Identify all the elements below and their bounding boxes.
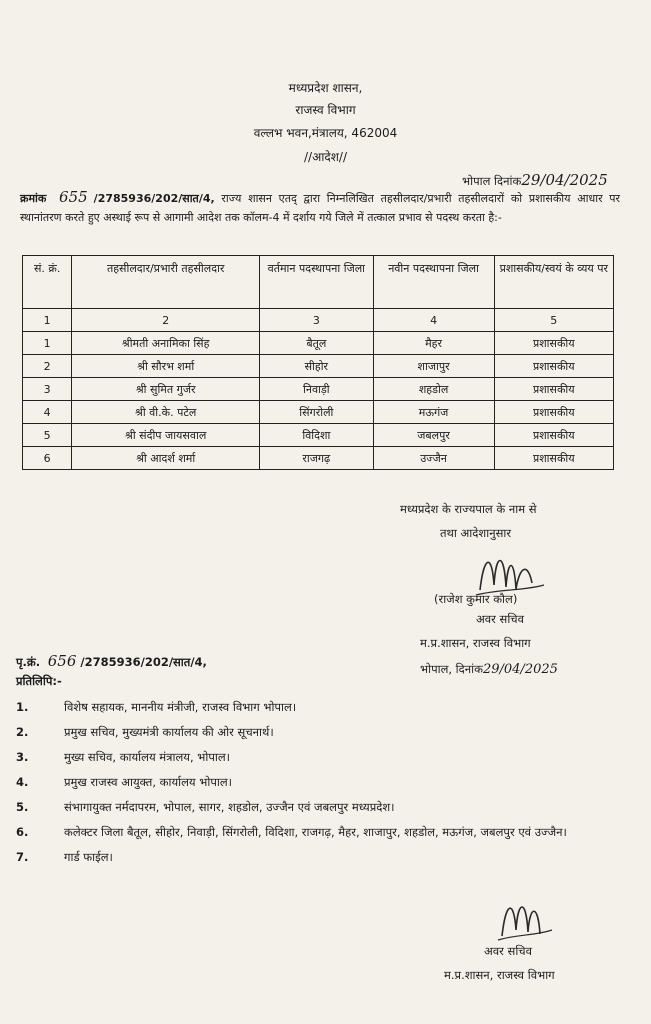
list-item xyxy=(16,822,626,842)
header-current-district: वर्तमान पदस्थापना जिला xyxy=(260,256,373,309)
cell-current-district: निवाड़ी xyxy=(260,378,373,401)
cell-sr-no: 5 xyxy=(23,424,72,447)
signoff-place-date-label: भोपाल, दिनांक xyxy=(420,662,483,676)
list-item xyxy=(16,747,626,767)
signature-2 xyxy=(494,892,558,948)
cell-name: श्री सुमित गुर्जर xyxy=(72,378,260,401)
list-item xyxy=(16,797,626,817)
header-line-3: वल्लभ भवन,मंत्रालय, 462004 xyxy=(253,126,398,140)
cell-basis: प्रशासकीय xyxy=(494,355,613,378)
col-number: 5 xyxy=(494,309,613,332)
cell-name: श्रीमती अनामिका सिंह xyxy=(72,332,260,355)
cell-basis: प्रशासकीय xyxy=(494,447,613,470)
list-item-text: कलेक्टर जिला बैतूल, सीहोर, निवाड़ी, सिंगरोली, विदिशा, राजगढ़, मैहर, शाजापुर, शहडोल, मऊगंज, जबलपुर एवं उज्जैन। xyxy=(64,825,567,839)
list-item-number: 2. xyxy=(16,725,29,739)
cell-basis: प्रशासकीय xyxy=(494,332,613,355)
list-item-number: 3. xyxy=(16,750,29,764)
cell-name: श्री आदर्श शर्मा xyxy=(72,447,260,470)
footer-dept: म.प्र.शासन, राजस्व विभाग xyxy=(444,968,555,982)
cell-sr-no: 6 xyxy=(23,447,72,470)
endorsement-number-value: 656 xyxy=(47,652,77,670)
table-row xyxy=(23,378,614,401)
cell-name: श्री सौरभ शर्मा xyxy=(72,355,260,378)
table-row xyxy=(23,401,614,424)
cell-sr-no: 4 xyxy=(23,401,72,424)
order-number-suffix: /2785936/202/सात/4, xyxy=(93,192,215,205)
cell-current-district: बैतूल xyxy=(260,332,373,355)
table-row xyxy=(23,332,614,355)
table-row xyxy=(23,447,614,470)
header-line-1: मध्यप्रदेश शासन, xyxy=(288,81,363,95)
list-item-text: मुख्य सचिव, कार्यालय मंत्रालय, भोपाल। xyxy=(64,750,230,764)
table-row xyxy=(23,424,614,447)
order-number-label: क्रमांक xyxy=(20,192,47,205)
list-item-number: 5. xyxy=(16,800,29,814)
cell-basis: प्रशासकीय xyxy=(494,378,613,401)
cell-current-district: सिंगरोली xyxy=(260,401,373,424)
cell-current-district: विदिशा xyxy=(260,424,373,447)
cell-new-district: मैहर xyxy=(373,332,494,355)
signoff-place-date-value: 29/04/2025 xyxy=(482,662,558,677)
list-item-text: संभागायुक्त नर्मदापरम, भोपाल, सागर, शहडोल, उज्जैन एवं जबलपुर मध्यप्रदेश। xyxy=(64,800,395,814)
cell-basis: प्रशासकीय xyxy=(494,401,613,424)
signoff-line-2: तथा आदेशानुसार xyxy=(440,526,512,540)
signoff-dept: म.प्र.शासन, राजस्व विभाग xyxy=(420,636,531,650)
list-item-text: प्रमुख सचिव, मुख्यमंत्री कार्यालय की ओर सूचनार्थ। xyxy=(64,725,274,739)
list-item xyxy=(16,697,626,717)
header-name: तहसीलदार/प्रभारी तहसीलदार xyxy=(72,256,260,309)
signoff-place-date xyxy=(420,662,558,677)
header-new-district: नवीन पदस्थापना जिला xyxy=(373,256,494,309)
col-number: 4 xyxy=(373,309,494,332)
cell-current-district: सीहोर xyxy=(260,355,373,378)
endorsement-number xyxy=(16,652,207,670)
table-row xyxy=(23,355,614,378)
cell-basis: प्रशासकीय xyxy=(494,424,613,447)
list-item-number: 7. xyxy=(16,850,29,864)
header-line-2: राजस्व विभाग xyxy=(295,103,356,117)
col-number: 1 xyxy=(23,309,72,332)
cell-new-district: उज्जैन xyxy=(373,447,494,470)
cell-new-district: शहडोल xyxy=(373,378,494,401)
list-item-text: विशेष सहायक, माननीय मंत्रीजी, राजस्व विभाग भोपाल। xyxy=(64,700,297,714)
list-item-text: गार्ड फाईल। xyxy=(64,850,113,864)
list-item-text: प्रमुख राजस्व आयुक्त, कार्यालय भोपाल। xyxy=(64,775,232,789)
order-date-label: भोपाल दिनांक xyxy=(462,174,522,188)
copy-list xyxy=(16,697,626,872)
order-date xyxy=(462,171,608,189)
list-item xyxy=(16,847,626,867)
transfer-table xyxy=(22,255,614,470)
order-paragraph xyxy=(20,188,620,227)
cell-new-district: जबलपुर xyxy=(373,424,494,447)
col-number: 3 xyxy=(260,309,373,332)
table-header-row xyxy=(23,256,614,309)
cell-name: श्री वी.के. पटेल xyxy=(72,401,260,424)
cell-current-district: राजगढ़ xyxy=(260,447,373,470)
cell-new-district: मऊगंज xyxy=(373,401,494,424)
header-order-title: //आदेश// xyxy=(304,150,347,164)
endorsement-number-label: पृ.क्रं. xyxy=(16,655,41,669)
list-item-number: 4. xyxy=(16,775,29,789)
header-sr-no: सं. क्रं. xyxy=(23,256,72,309)
cell-sr-no: 1 xyxy=(23,332,72,355)
signoff-designation: अवर सचिव xyxy=(476,612,524,626)
cell-new-district: शाजापुर xyxy=(373,355,494,378)
order-body: राज्य शासन एतद् द्वारा निम्नलिखित तहसीलदार/प्रभारी तहसीलदारों को प्रशासकीय आधार पर स्थानांतरण करते हुए अस्थाई रूप से आगामी आदेश तक कॉलम-4 में दर्शाय गये जिले में तत्काल प्रभाव से पदस्थ करता है:- xyxy=(20,192,621,224)
order-number-value: 655 xyxy=(59,188,88,206)
order-date-value: 29/04/2025 xyxy=(521,171,608,189)
list-item-number: 1. xyxy=(16,700,29,714)
copy-to-label: प्रतिलिपि:- xyxy=(16,674,62,688)
endorsement-number-suffix: /2785936/202/सात/4, xyxy=(80,655,207,669)
header-basis: प्रशासकीय/स्वयं के व्यय पर xyxy=(494,256,613,309)
col-number: 2 xyxy=(72,309,260,332)
cell-sr-no: 2 xyxy=(23,355,72,378)
footer-designation: अवर सचिव xyxy=(484,944,532,958)
list-item xyxy=(16,772,626,792)
table-col-number-row xyxy=(23,309,614,332)
signoff-line-1: मध्यप्रदेश के राज्यपाल के नाम से xyxy=(400,502,537,516)
list-item-number: 6. xyxy=(16,825,29,839)
list-item xyxy=(16,722,626,742)
cell-sr-no: 3 xyxy=(23,378,72,401)
cell-name: श्री संदीप जायसवाल xyxy=(72,424,260,447)
signoff-name: (राजेश कुमार कौल) xyxy=(434,592,518,606)
